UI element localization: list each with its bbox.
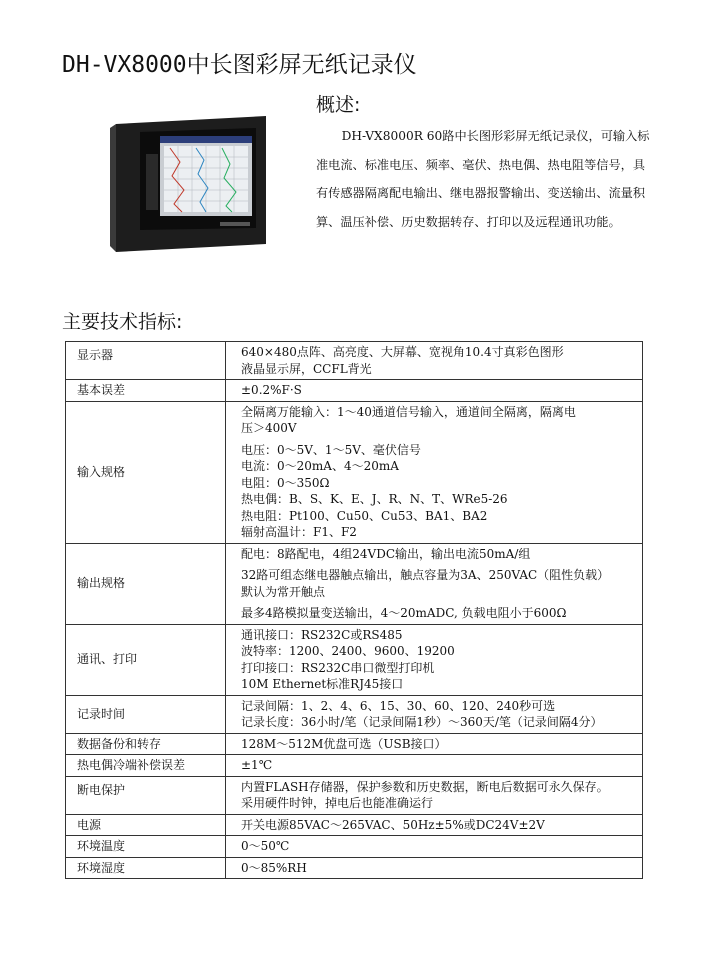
spec-line: 内置FLASH存储器，保护参数和历史数据，断电后数据可永久保存。 (241, 779, 609, 794)
table-row (66, 380, 643, 402)
spec-line: 配电：8路配电，4组24VDC输出，输出电流50mA/组 (241, 546, 531, 561)
spec-line: 打印接口：RS232C串口微型打印机 (241, 660, 435, 675)
spec-value (226, 857, 643, 879)
spec-line: 电压：0～5V、1～5V、毫伏信号 (241, 442, 421, 457)
spec-value (226, 695, 643, 733)
spec-line: 640×480点阵、高亮度、大屏幕、宽视角10.4寸真彩色图形 (241, 345, 564, 359)
spec-heading: 主要技术指标: (62, 311, 183, 333)
overview-heading: 概述: (316, 94, 361, 116)
spec-value (226, 776, 643, 814)
spec-key: 记录时间 (66, 695, 226, 733)
table-row (66, 836, 643, 858)
spec-line: 压＞400V (241, 421, 297, 435)
spec-value (226, 380, 643, 402)
table-row (66, 624, 643, 695)
spec-line: 0～85%RH (241, 860, 307, 875)
overview-text: DH-VX8000R 60路中长图形彩屏无纸记录仪，可输入标准电流、标准电压、频率、毫伏、热电偶、热电阻等信号，具有传感器隔离配电输出、继电器报警输出、变送输出、流量积算、温压补偿、历史数据转存、打印以及远程通讯功能。 (316, 129, 650, 229)
spec-value (226, 342, 643, 380)
spec-key: 断电保护 (66, 776, 226, 814)
spec-value (226, 543, 643, 624)
spec-key: 数据备份和转存 (66, 733, 226, 755)
spec-value (226, 624, 643, 695)
spec-value (226, 836, 643, 858)
spec-value (226, 755, 643, 777)
spec-line: 开关电源85VAC～265VAC、50Hz±5%或DC24V±2V (241, 817, 545, 832)
spec-value (226, 814, 643, 836)
table-row (66, 733, 643, 755)
spec-key: 电源 (66, 814, 226, 836)
spec-key: 显示器 (66, 342, 226, 380)
spec-line: 10M Ethernet标准RJ45接口 (241, 677, 404, 691)
spec-line: 全隔离万能输入：1～40通道信号输入，通道间全隔离，隔离电 (241, 404, 576, 419)
spec-line: 128M～512M优盘可选（USB接口） (241, 736, 447, 751)
spec-line: 电阻：0～350Ω (241, 475, 330, 490)
spec-line: ±0.2%F·S (241, 383, 302, 397)
spec-value (226, 401, 643, 543)
table-row (66, 342, 643, 380)
spec-line: 32路可组态继电器触点输出，触点容量为3A、250VAC（阻性负载） (241, 568, 610, 582)
table-row (66, 543, 643, 624)
spec-key: 输出规格 (66, 543, 226, 624)
spec-line: 通讯接口：RS232C或RS485 (241, 627, 403, 642)
spec-key: 通讯、打印 (66, 624, 226, 695)
spec-line: 热电偶：B、S、K、E、J、R、N、T、WRe5-26 (241, 492, 508, 506)
table-row (66, 857, 643, 879)
table-row (66, 755, 643, 777)
spec-key: 输入规格 (66, 401, 226, 543)
spec-key: 热电偶冷端补偿误差 (66, 755, 226, 777)
page-title: DH-VX8000中长图彩屏无纸记录仪 (62, 52, 417, 78)
spec-line: 记录长度：36小时/笔（记录间隔1秒）～360天/笔（记录间隔4分） (241, 715, 603, 729)
table-row (66, 814, 643, 836)
spec-key: 环境温度 (66, 836, 226, 858)
table-row (66, 401, 643, 543)
spec-line: 采用硬件时钟，掉电后也能准确运行 (241, 796, 434, 810)
spec-value (226, 733, 643, 755)
recorder-product-image (110, 112, 266, 252)
spec-line: 0～50℃ (241, 839, 290, 853)
spec-table (65, 341, 643, 879)
spec-line: 液晶显示屏，CCFL背光 (241, 361, 372, 376)
spec-key: 环境湿度 (66, 857, 226, 879)
spec-line: 最多4路模拟量变送输出，4～20mADC, 负载电阻小于600Ω (241, 606, 567, 620)
table-row (66, 695, 643, 733)
spec-line: 默认为常开触点 (241, 584, 326, 599)
spec-line: 记录间隔：1、2、4、6、15、30、60、120、240秒可选 (241, 698, 556, 713)
spec-line: 电流：0～20mA、4～20mA (241, 459, 399, 473)
table-row (66, 776, 643, 814)
spec-line: 辐射高温计：F1、F2 (241, 525, 357, 539)
spec-line: 波特率：1200、2400、9600、19200 (241, 644, 455, 658)
spec-line: ±1℃ (241, 758, 273, 772)
spec-line: 热电阻：Pt100、Cu50、Cu53、BA1、BA2 (241, 508, 488, 523)
spec-key: 基本误差 (66, 380, 226, 402)
